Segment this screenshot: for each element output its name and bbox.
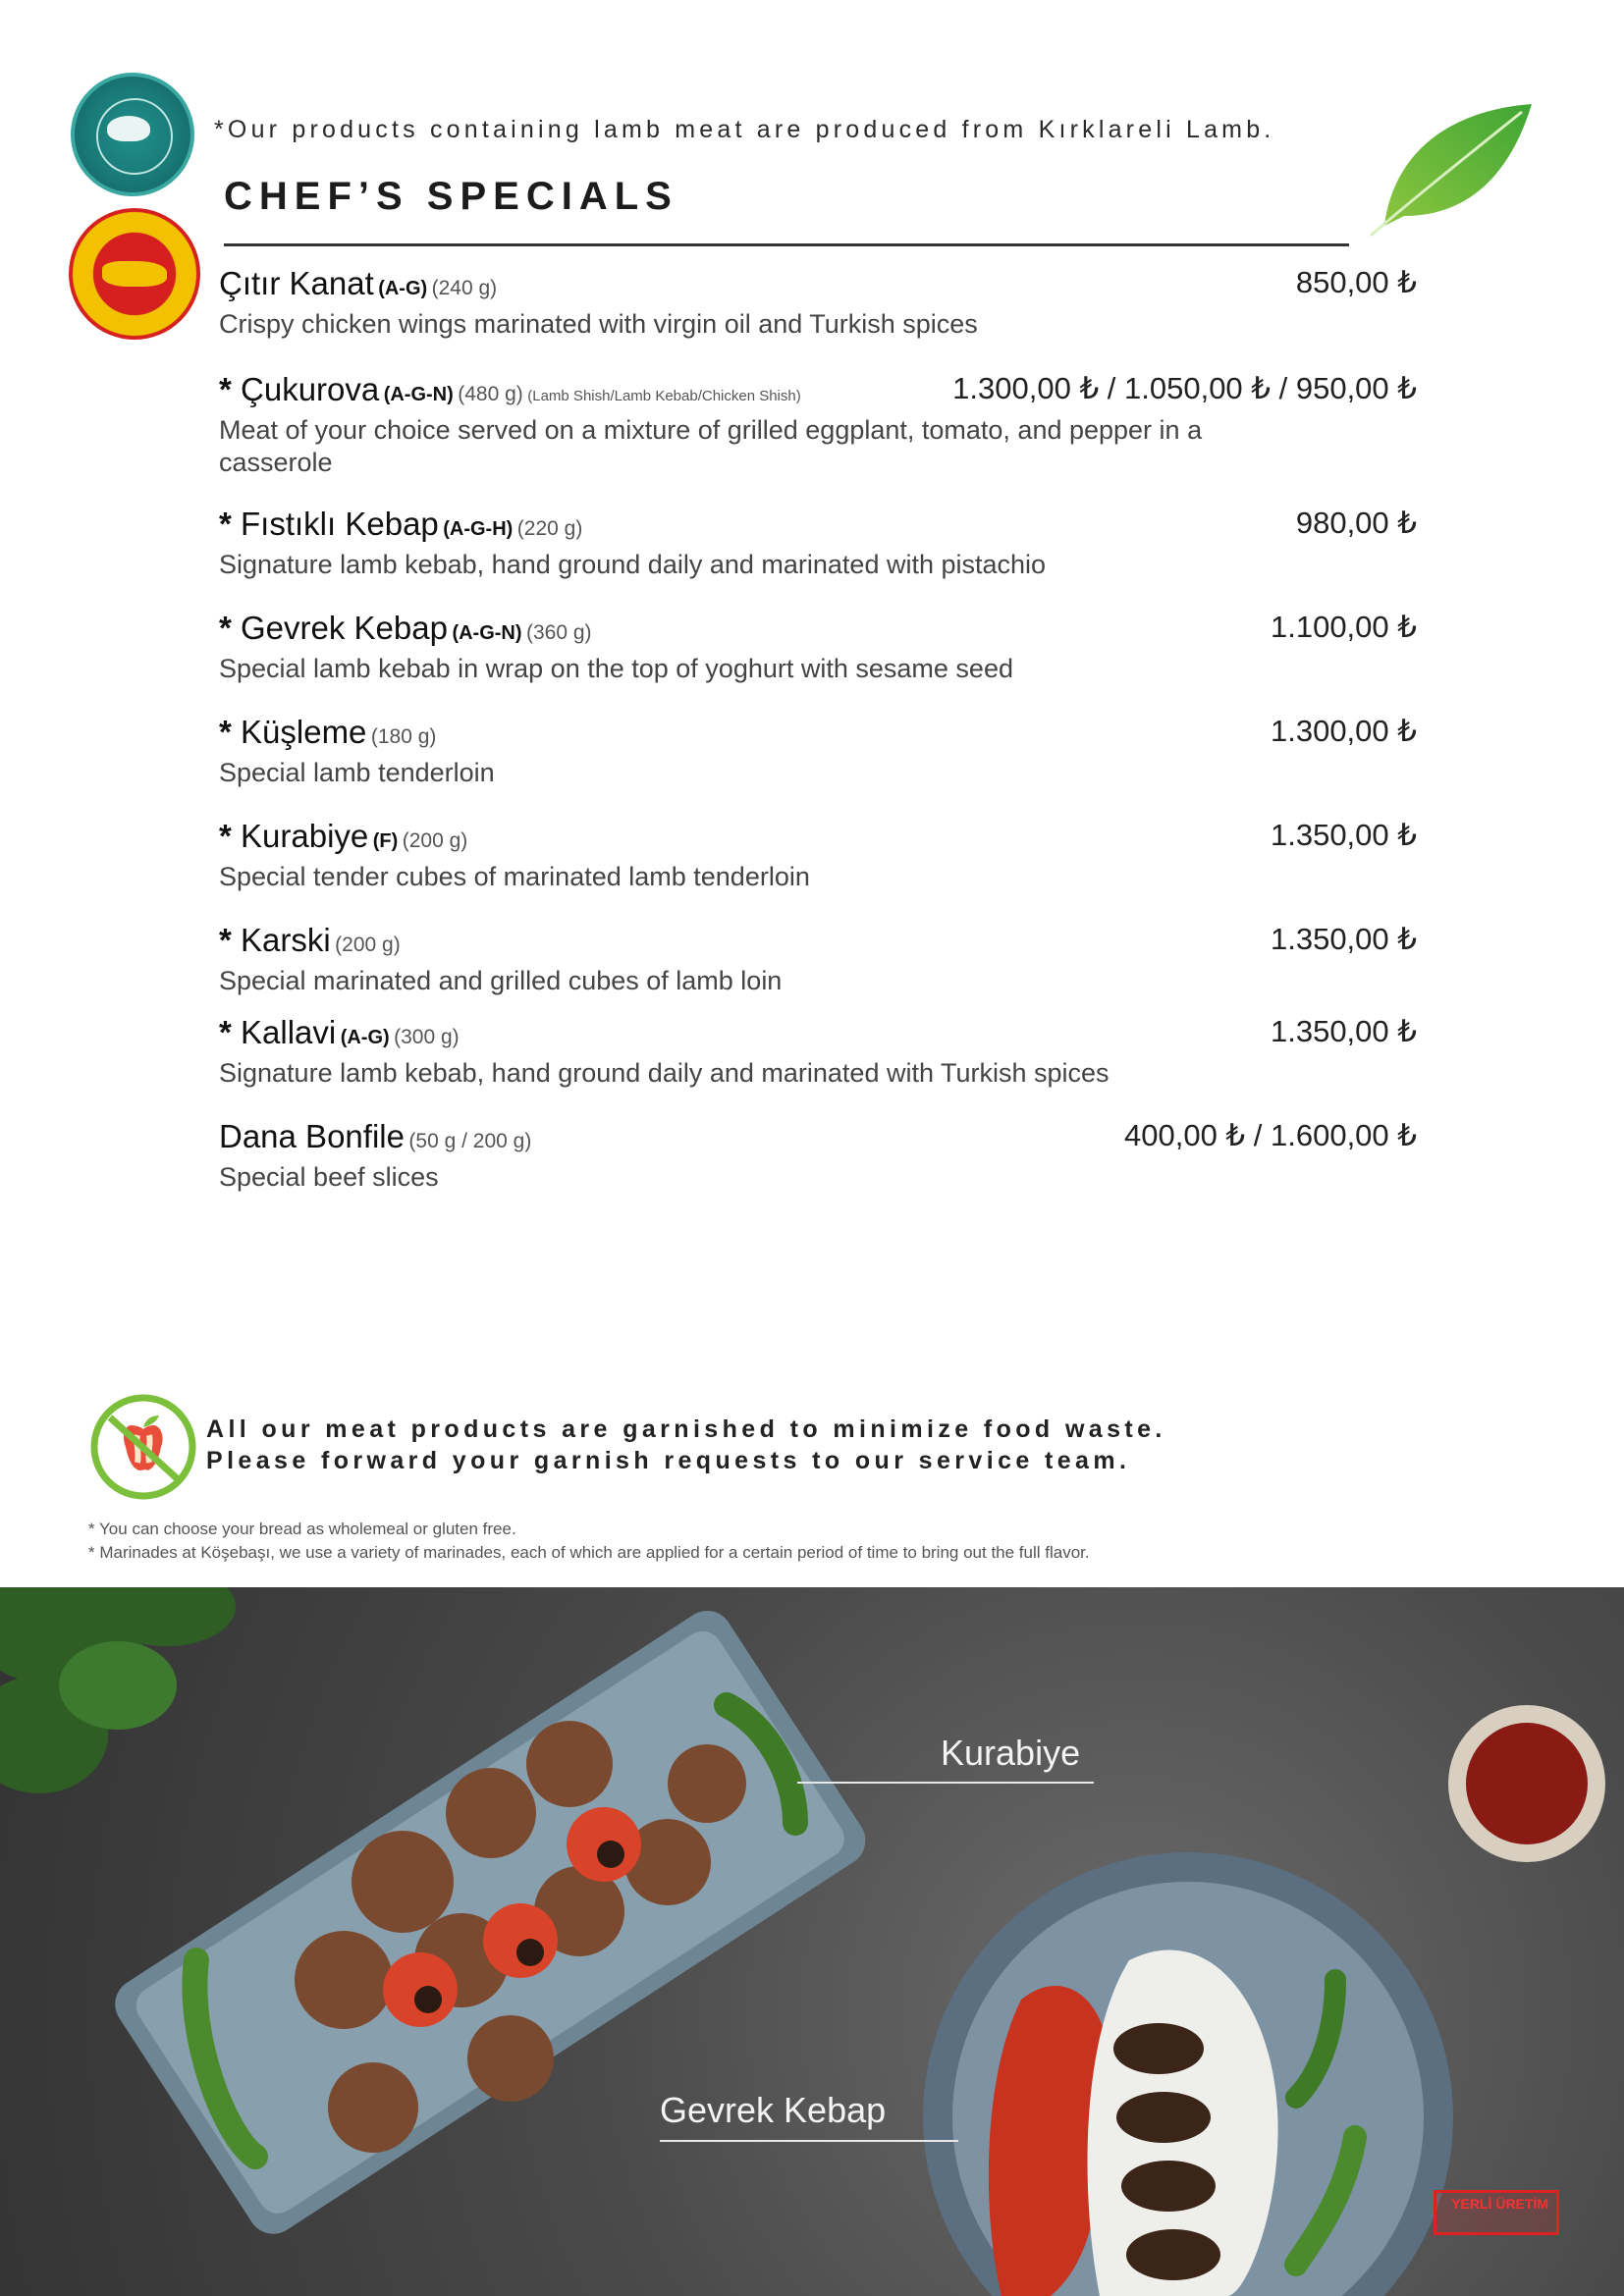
title-divider <box>224 243 1349 246</box>
turkey-map-icon <box>102 261 167 287</box>
menu-item: * Fıstıklı Kebap (A-G-H) (220 g) 980,00 ₺ Signature lamb kebab, hand ground daily and marinated with pistachio <box>219 506 1417 579</box>
sheep-icon <box>107 116 150 141</box>
item-price: 1.350,00 ₺ <box>1270 922 1417 956</box>
menu-item: * Gevrek Kebap (A-G-N) (360 g) 1.100,00 ₺ Special lamb kebab in wrap on the top of yoghurt with sesame seed <box>219 610 1417 683</box>
leaf-icon <box>1365 100 1542 238</box>
item-price: 1.350,00 ₺ <box>1270 818 1417 852</box>
item-price: 400,00 ₺ / 1.600,00 ₺ <box>1124 1118 1417 1152</box>
menu-item: * Küşleme (180 g) 1.300,00 ₺ Special lamb tenderloin <box>219 714 1417 787</box>
marinade-footnote: * Marinades at Köşebaşı, we use a variety of marinades, each of which are applied for a certain period of time to bring out the full flavor. <box>88 1543 1090 1562</box>
item-description: Crispy chicken wings marinated with virgin oil and Turkish spices <box>219 309 978 339</box>
item-description: Special tender cubes of marinated lamb tenderloin <box>219 862 810 891</box>
page-title: CHEF’S SPECIALS <box>224 175 678 218</box>
kirklareli-lamb-badge <box>71 73 194 196</box>
food-illustration <box>0 1587 1624 2296</box>
local-production-stamp: YERLİ ÜRETİM <box>1434 2190 1559 2235</box>
item-description: Meat of your choice served on a mixture of grilled eggplant, tomato, and pepper in a casserole <box>219 415 1203 477</box>
photo-label-kurabiye: Kurabiye <box>941 1733 1081 1773</box>
menu-item: * Kallavi (A-G) (300 g) 1.350,00 ₺ Signature lamb kebab, hand ground daily and marinated with Turkish spices <box>219 1014 1417 1088</box>
item-price: 980,00 ₺ <box>1295 506 1417 540</box>
menu-item: * Karski (200 g) 1.350,00 ₺ Special marinated and grilled cubes of lamb loin <box>219 922 1417 995</box>
garnish-notice: All our meat products are garnished to minimize food waste. Please forward your garnish requests to our service team. <box>206 1415 1166 1474</box>
item-description: Signature lamb kebab, hand ground daily and marinated with pistachio <box>219 550 1047 579</box>
menu-item: Dana Bonfile (50 g / 200 g) 400,00 ₺ / 1.600,00 ₺ Special beef slices <box>219 1118 1417 1192</box>
item-description: Special lamb tenderloin <box>219 758 495 787</box>
item-price: 1.100,00 ₺ <box>1270 610 1417 644</box>
item-price: 1.300,00 ₺ / 1.050,00 ₺ / 950,00 ₺ <box>952 371 1417 405</box>
item-description: Special beef slices <box>219 1162 439 1192</box>
photo-label-line <box>660 2140 958 2142</box>
photo-label-line <box>797 1782 1094 1784</box>
geographical-indication-badge <box>69 208 200 340</box>
no-food-waste-icon <box>88 1392 198 1502</box>
food-photo <box>0 1587 1624 2296</box>
item-price: 1.300,00 ₺ <box>1270 714 1417 748</box>
menu-item: Çıtır Kanat (A-G) (240 g) 850,00 ₺ Crispy chicken wings marinated with virgin oil and Turkish spices <box>219 265 1417 339</box>
bread-footnote: * You can choose your bread as wholemeal or gluten free. <box>88 1520 516 1538</box>
lamb-origin-notice: *Our products containing lamb meat are produced from Kırklareli Lamb. <box>214 116 1275 143</box>
item-price: 1.350,00 ₺ <box>1270 1014 1417 1048</box>
item-description: Special lamb kebab in wrap on the top of yoghurt with sesame seed <box>219 654 1013 683</box>
menu-item: * Kurabiye (F) (200 g) 1.350,00 ₺ Special tender cubes of marinated lamb tenderloin <box>219 818 1417 891</box>
item-price: 850,00 ₺ <box>1295 265 1417 299</box>
photo-label-gevrek: Gevrek Kebap <box>660 2090 887 2130</box>
item-description: Special marinated and grilled cubes of lamb loin <box>219 966 783 995</box>
item-description: Signature lamb kebab, hand ground daily and marinated with Turkish spices <box>219 1058 1110 1088</box>
menu-item: * Çukurova (A-G-N) (480 g) (Lamb Shish/Lamb Kebab/Chicken Shish) 1.300,00 ₺ / 1.050,00 ₺ / 950,00 ₺ Meat of your choice served on a mixture of grilled eggplant, tomato, and pepper in a casserole <box>219 371 1417 477</box>
